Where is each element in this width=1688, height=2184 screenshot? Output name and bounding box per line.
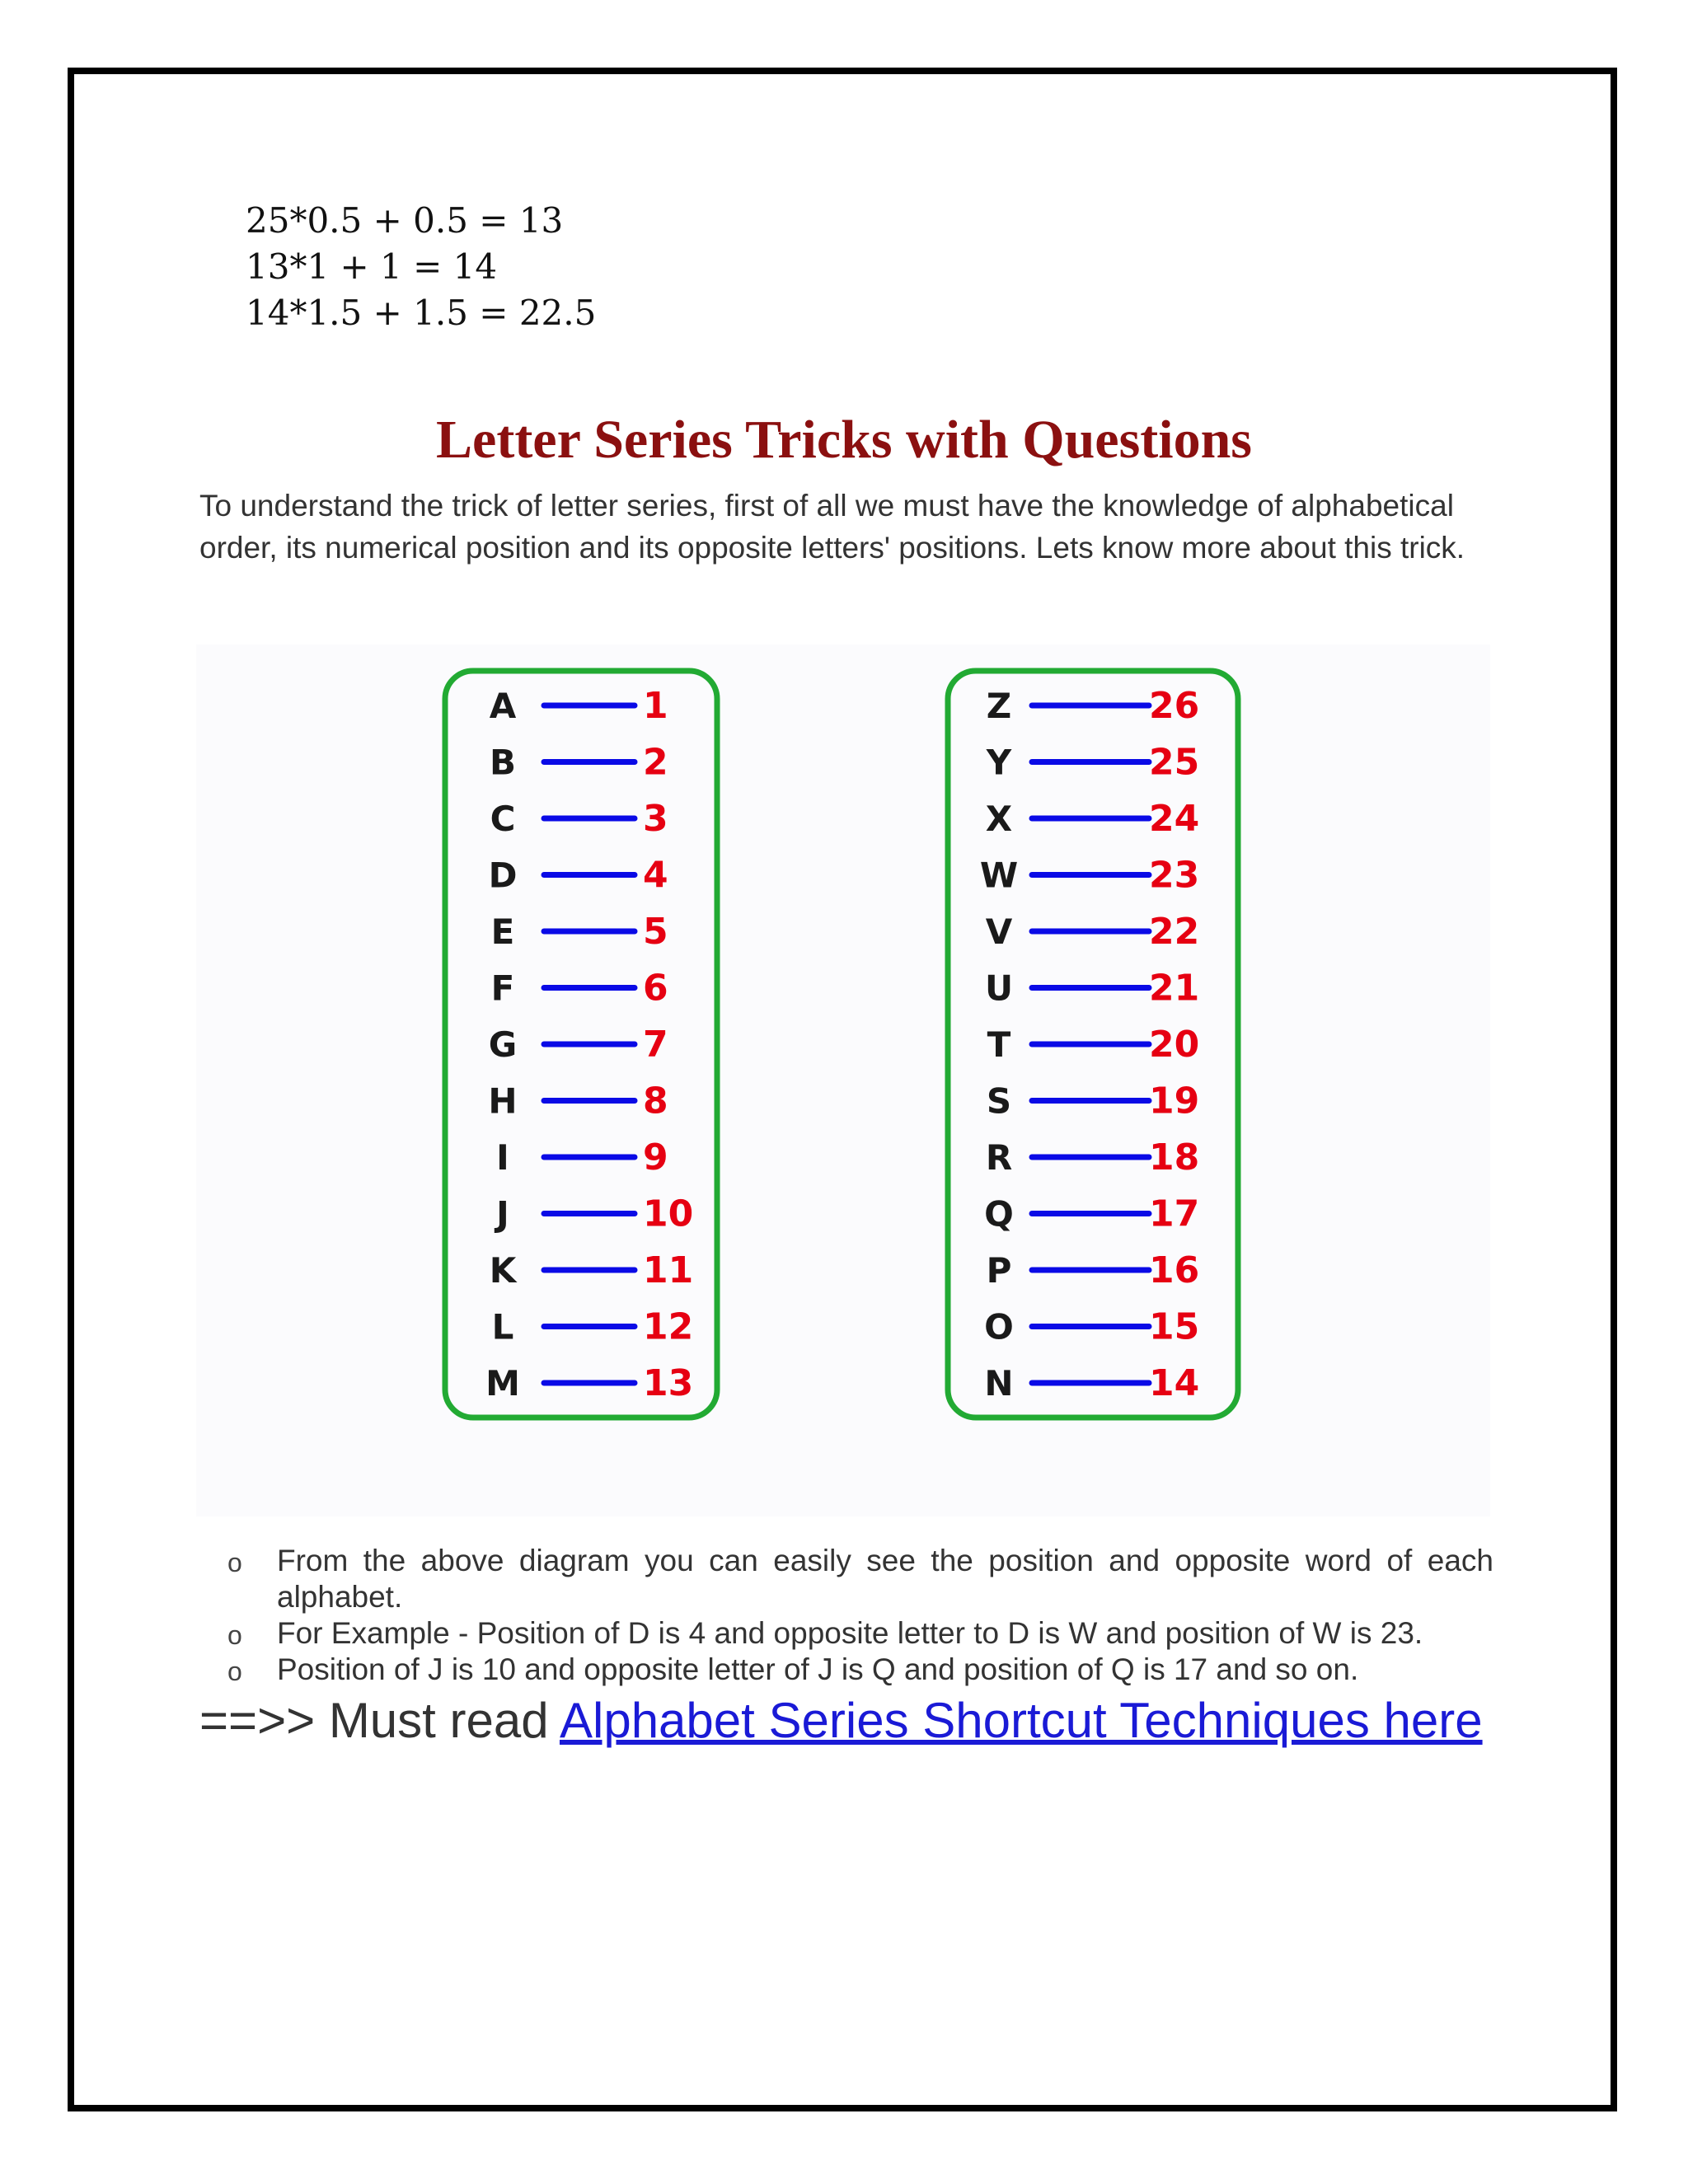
diagram-canvas	[196, 644, 1490, 1516]
left-letter-h: H	[488, 1080, 518, 1122]
intro-paragraph: To understand the trick of letter series, first of all we must have the knowledge of alphabetical order, its numerical position and its opposite letters' positions. Lets know more about this trick.	[199, 489, 1465, 565]
left-letter-f: F	[490, 968, 515, 1009]
left-letter-d: D	[488, 855, 518, 896]
right-number-14: 14	[1149, 1362, 1200, 1404]
bullet-marker: o	[227, 1657, 242, 1686]
left-number-5: 5	[643, 911, 668, 953]
bullet-text: For Example - Position of D is 4 and opposite letter to D is W and position of W is 23.	[277, 1616, 1423, 1650]
bullet-text: From the above diagram you can easily see the position and opposite word of each alphabet.	[277, 1544, 1493, 1614]
section-title: Letter Series Tricks with Questions	[436, 410, 1252, 470]
right-number-24: 24	[1149, 798, 1200, 840]
right-letter-q: Q	[984, 1193, 1014, 1235]
right-letter-w: W	[979, 855, 1019, 896]
right-letter-p: P	[986, 1250, 1012, 1291]
left-number-2: 2	[643, 741, 668, 784]
right-letter-t: T	[987, 1024, 1011, 1065]
right-letter-u: U	[984, 968, 1014, 1009]
left-letter-k: K	[489, 1250, 517, 1291]
right-number-16: 16	[1149, 1249, 1200, 1291]
right-number-19: 19	[1149, 1080, 1200, 1122]
left-letter-g: G	[488, 1024, 518, 1065]
left-number-3: 3	[643, 798, 668, 840]
left-letter-c: C	[490, 799, 516, 839]
right-number-18: 18	[1149, 1137, 1200, 1179]
right-number-15: 15	[1149, 1305, 1200, 1348]
equation-line: 25*0.5 + 0.5 = 13	[246, 200, 564, 241]
alphabet-series-link[interactable]: Alphabet Series Shortcut Techniques here	[559, 1693, 1483, 1748]
right-letter-o: O	[984, 1306, 1014, 1347]
left-number-12: 12	[643, 1305, 694, 1348]
left-number-7: 7	[643, 1024, 668, 1066]
left-letter-e: E	[490, 912, 515, 952]
left-letter-b: B	[489, 742, 517, 783]
left-number-13: 13	[643, 1362, 694, 1404]
right-number-21: 21	[1149, 967, 1200, 1010]
right-number-26: 26	[1149, 685, 1200, 727]
right-number-23: 23	[1149, 854, 1200, 897]
right-letter-n: N	[984, 1363, 1014, 1404]
list-item	[199, 1543, 1493, 1615]
bullet-marker: o	[227, 1548, 242, 1577]
list-item	[199, 1652, 1493, 1688]
right-number-20: 20	[1149, 1024, 1200, 1066]
left-letter-a: A	[489, 686, 517, 726]
equations-block	[246, 198, 596, 336]
right-letter-v: V	[985, 912, 1013, 952]
must-read-prefix: ==>> Must read	[199, 1693, 560, 1748]
left-number-1: 1	[643, 685, 668, 727]
must-read-line	[199, 1688, 1518, 1754]
list-item	[199, 1615, 1493, 1652]
left-letter-l: L	[491, 1306, 514, 1347]
right-letter-s: S	[986, 1080, 1012, 1122]
alphabet-position-diagram	[196, 644, 1490, 1516]
equation-line: 13*1 + 1 = 14	[246, 246, 498, 287]
left-letter-m: M	[485, 1363, 520, 1404]
bullet-list	[199, 1543, 1493, 1688]
right-letter-x: X	[985, 799, 1013, 839]
right-number-17: 17	[1149, 1193, 1200, 1235]
right-letter-y: Y	[986, 742, 1012, 783]
left-letter-j: J	[496, 1193, 509, 1235]
left-number-10: 10	[643, 1193, 694, 1235]
left-number-11: 11	[643, 1249, 694, 1291]
left-number-9: 9	[643, 1137, 668, 1179]
left-number-8: 8	[643, 1080, 668, 1122]
equation-line: 14*1.5 + 1.5 = 22.5	[246, 293, 597, 333]
left-number-6: 6	[643, 967, 668, 1010]
right-number-25: 25	[1149, 741, 1200, 784]
right-number-22: 22	[1149, 911, 1200, 953]
right-letter-r: R	[985, 1137, 1013, 1178]
bullet-marker: o	[227, 1620, 242, 1650]
right-letter-z: Z	[986, 686, 1012, 726]
left-letter-i: I	[496, 1137, 509, 1178]
left-number-4: 4	[643, 854, 668, 897]
bullet-text: Position of J is 10 and opposite letter of J is Q and position of Q is 17 and so on.	[277, 1652, 1359, 1686]
